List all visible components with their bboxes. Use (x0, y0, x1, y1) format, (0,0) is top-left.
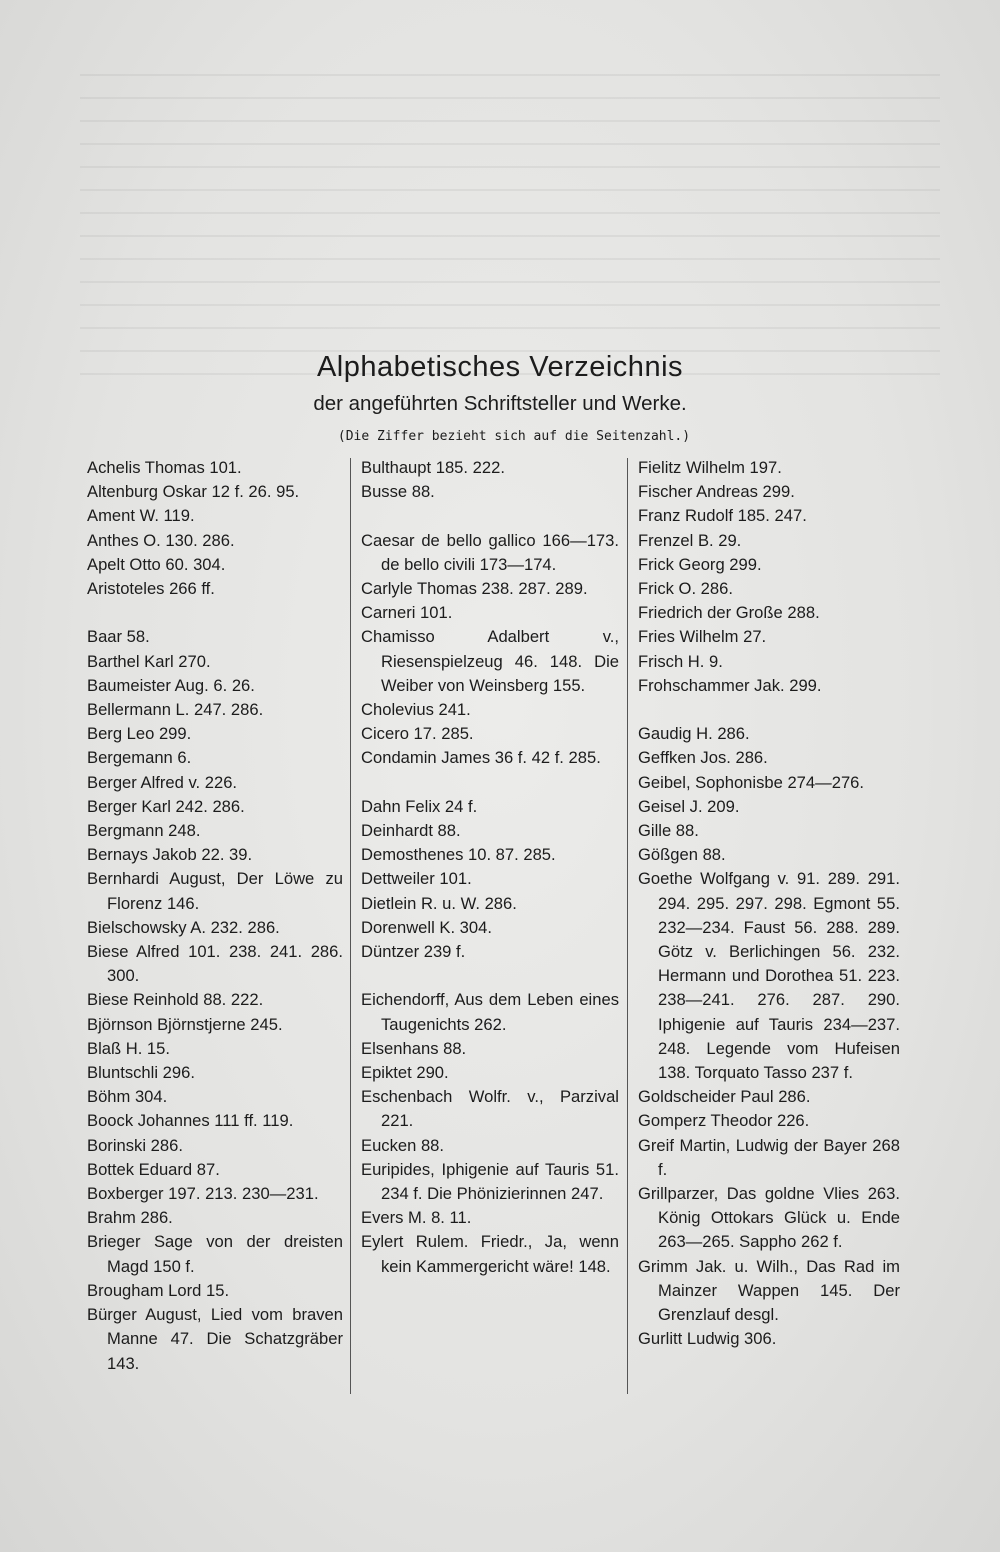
index-entry: Goethe Wolfgang v. 91. 289. 291. 294. 295. 297. 298. Egmont 55. 232—234. Faust 56. 288. 289. Götz v. Berlichingen 56. 232. Hermann und Dorothea 51. 223. 238—241. 276. 287. 290. Iphigenie auf Tauris 234—237. 248. Legende vom Hufeisen 138. Torquato Tasso 237 f. (638, 869, 900, 1083)
index-entry: Dahn Felix 24 f. (361, 796, 478, 816)
index-entry: Achelis Thomas 101. (87, 458, 242, 477)
section-gap (638, 698, 900, 722)
index-entry: Düntzer 239 f. (361, 942, 466, 962)
index-entry: Barthel Karl 270. (87, 651, 211, 671)
index-entry: Carlyle Thomas 238. 287. 289. (361, 579, 588, 598)
index-entry: Cholevius 241. (361, 700, 471, 720)
index-entry: Dorenwell K. 304. (361, 917, 492, 937)
index-entry: Baumeister Aug. 6. 26. (87, 675, 255, 695)
index-entry: Busse 88. (361, 482, 435, 502)
index-entry: Gößgen 88. (638, 845, 726, 865)
column-divider-2 (627, 458, 628, 1394)
section-gap (361, 771, 619, 795)
index-entry: Grillparzer, Das goldne Vlies 263. König Ottokars Glück u. Ende 263—265. Sappho 262 f. (638, 1184, 900, 1252)
index-entry: Aristoteles 266 ff. (87, 579, 215, 599)
index-entry: Geibel, Sophonisbe 274—276. (638, 772, 865, 792)
index-entry: Demosthenes 10. 87. 285. (361, 845, 556, 865)
index-entry: Frick Georg 299. (638, 554, 762, 574)
index-entry: Bulthaupt 185. 222. (361, 458, 505, 477)
index-entry: Fries Wilhelm 27. (638, 627, 767, 647)
page-subtitle: der angeführten Schriftsteller und Werke. (313, 392, 687, 415)
index-entry: Brougham Lord 15. (87, 1280, 230, 1300)
index-entry: Franz Rudolf 185. 247. (638, 506, 807, 526)
index-entry: Gurlitt Ludwig 306. (638, 1329, 777, 1349)
index-entry: Boock Johannes 111 ff. 119. (87, 1111, 294, 1131)
index-entry: Bergmann 248. (87, 821, 201, 841)
index-entry: Geisel J. 209. (638, 796, 740, 816)
index-entry: Eylert Rulem. Friedr., Ja, wenn kein Kammergericht wäre! 148. (361, 1232, 619, 1276)
index-entry: Dietlein R. u. W. 286. (361, 893, 517, 913)
column-divider-1 (350, 458, 351, 1394)
page-note: (Die Ziffer bezieht sich auf die Seitenzahl.) (337, 429, 691, 444)
index-entry: Eichendorff, Aus dem Leben eines Taugenichts 262. (361, 990, 619, 1034)
index-entry: Chamisso Adalbert v., Riesenspielzeug 46. 148. Die Weiber von Weinsberg 155. (361, 627, 619, 695)
index-entry: Anthes O. 130. 286. (87, 530, 235, 550)
index-entry: Biese Reinhold 88. 222. (87, 990, 264, 1010)
index-entry: Bellermann L. 247. 286. (87, 700, 264, 720)
index-entry: Brahm 286. (87, 1208, 173, 1228)
index-entry: Frick O. 286. (638, 579, 733, 599)
index-entry: Dettweiler 101. (361, 869, 472, 889)
index-entry: Gille 88. (638, 821, 699, 841)
index-entry: Cicero 17. 285. (361, 724, 474, 744)
index-entry: Geffken Jos. 286. (638, 748, 768, 768)
index-entry: Elsenhans 88. (361, 1038, 467, 1058)
section-gap (87, 601, 343, 625)
index-entry: Euripides, Iphigenie auf Tauris 51. 234 f. Die Phönizierinnen 247. (361, 1159, 619, 1204)
index-entry: Grimm Jak. u. Wilh., Das Rad im Mainzer Wappen 145. Der Grenzlauf desgl. (638, 1256, 900, 1325)
index-entry: Bergemann 6. (87, 748, 192, 768)
index-entry: Berger Alfred v. 226. (87, 772, 238, 792)
index-entry: Carneri 101. (361, 603, 453, 623)
index-entry: Bielschowsky A. 232. 286. (87, 917, 280, 937)
index-entry: Biese Alfred 101. 238. 241. 286. 300. (87, 942, 343, 986)
index-entry: Bluntschli 296. (87, 1063, 195, 1083)
index-entry: Condamin James 36 f. 42 f. 285. (361, 748, 601, 768)
index-entry: Caesar de bello gallico 166—173. de bello civili 173—174. (361, 530, 619, 574)
index-entry: Björnson Björnstjerne 245. (87, 1014, 283, 1034)
section-gap (361, 504, 619, 528)
index-entry: Bernays Jakob 22. 39. (87, 845, 253, 865)
index-entry: Frenzel B. 29. (638, 530, 742, 550)
index-entry: Fielitz Wilhelm 197. (638, 458, 782, 477)
index-entry: Frohschammer Jak. 299. (638, 675, 822, 695)
bleed-through-text (80, 60, 940, 390)
index-entry: Epiktet 290. (361, 1063, 449, 1083)
index-entry: Goldscheider Paul 286. (638, 1087, 811, 1107)
index-entry: Baar 58. (87, 627, 150, 647)
index-entry: Gaudig H. 286. (638, 724, 750, 744)
index-entry: Evers M. 8. 11. (361, 1208, 472, 1228)
index-entry: Ament W. 119. (87, 506, 195, 526)
index-entry: Altenburg Oskar 12 f. 26. 95. (87, 482, 300, 502)
section-gap (361, 964, 619, 988)
index-entry: Greif Martin, Ludwig der Bayer 268 f. (638, 1135, 900, 1179)
index-entry: Borinski 286. (87, 1135, 183, 1155)
index-entry: Friedrich der Große 288. (638, 603, 820, 623)
index-entry: Brieger Sage von der dreisten Magd 150 f. (87, 1232, 343, 1276)
index-entry: Bottek Eduard 87. (87, 1159, 220, 1179)
index-entry: Böhm 304. (87, 1087, 168, 1107)
index-entry: Blaß H. 15. (87, 1038, 171, 1058)
index-entry: Bürger August, Lied vom braven Manne 47. Die Schatzgräber 143. (87, 1305, 343, 1373)
index-entry: Eucken 88. (361, 1135, 445, 1155)
index-entry: Gomperz Theodor 226. (638, 1111, 810, 1131)
index-entry: Berger Karl 242. 286. (87, 796, 245, 816)
index-entry: Apelt Otto 60. 304. (87, 554, 226, 574)
index-column-2 (361, 456, 619, 1279)
index-entry: Boxberger 197. 213. 230—231. (87, 1184, 319, 1204)
index-entry: Eschenbach Wolfr. v., Parzival 221. (361, 1087, 619, 1131)
index-entry: Berg Leo 299. (87, 724, 192, 744)
index-column-1 (87, 456, 343, 1376)
index-column-3 (638, 456, 900, 1352)
index-entry: Fischer Andreas 299. (638, 482, 795, 502)
index-entry: Frisch H. 9. (638, 651, 723, 671)
index-entry: Deinhardt 88. (361, 821, 461, 841)
page-title: Alphabetisches Verzeichnis (316, 351, 684, 383)
index-entry: Bernhardi August, Der Löwe zu Florenz 146. (87, 869, 343, 913)
